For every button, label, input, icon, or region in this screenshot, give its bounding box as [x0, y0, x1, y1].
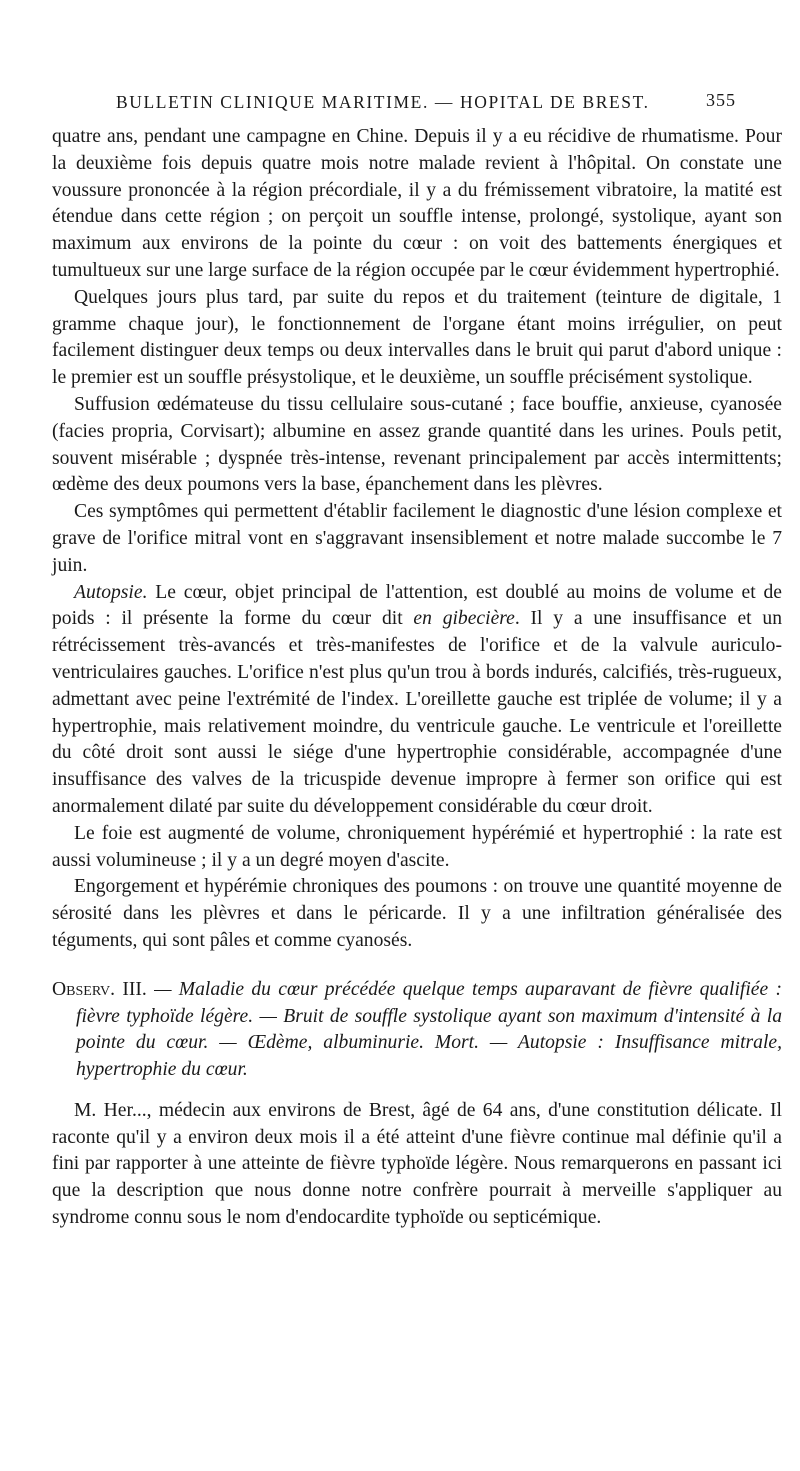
paragraph-symptoms: Suffusion œdémateuse du tissu cellulaire sous-cutané ; face bouffie, anxieuse, cyanosée (facies propria, Corvisart); albumine en assez grande quantité dans les urines. Pouls petit, souvent misérable ; dyspnée très-intense, revenant principalement par accès intermittents; œdème des deux poumons vers la base, épanchement dans les plèvres. — [52, 393, 782, 496]
autopsy-emphasis: en gibecière — [413, 608, 515, 630]
paragraph-diagnosis: Ces symptômes qui permettent d'établir facilement le diagnostic d'une lésion complexe et grave de l'orifice mitral vont en s'aggravant insensiblement et notre malade succombe le 7 juin. — [52, 501, 782, 576]
paragraph-lungs: Engorgement et hypérémie chroniques des poumons : on trouve une quantité moyenne de sérosité dans les plèvres et dans le péricarde. Il y a une infiltration généralisée des téguments, qui sont pâles et comme cyanosés. — [52, 876, 782, 951]
observation-summary: — Maladie du cœur précédée quelque temps auparavant de fièvre qualifiée : fièvre typhoïde légère. — Bruit de souffle systolique ayant son maximum d'intensité à la pointe du cœur. — Œdème, albuminurie. Mort. — Autopsie : Insuffisance mitrale, hypertrophie du cœur. — [76, 978, 782, 1081]
body-text — [52, 124, 782, 1232]
page-number: 355 — [706, 90, 736, 110]
autopsy-label: Autopsie. — [74, 581, 148, 603]
paragraph-case-history: M. Her..., médecin aux environs de Brest, âgé de 64 ans, d'une constitution délicate. Il raconte qu'il y a environ deux mois il a été atteint d'une fièvre continue mal définie qu'il a fini par rapporter à une atteinte de fièvre typhoïde légère. Nous remarquerons en passant ici que la description que nous donne notre confrère pourrait à merveille s'appliquer au syndrome connu sous le nom d'endocardite typhoïde ou septicémique. — [52, 1099, 782, 1229]
paragraph-liver: Le foie est augmenté de volume, chroniquement hypérémié et hypertrophié : la rate est aussi volumineuse ; il y a un degré moyen d'ascite. — [52, 822, 782, 871]
paragraph-continued: quatre ans, pendant une campagne en Chine. Depuis il y a eu récidive de rhumatisme. Pour la deuxième fois depuis quatre mois notre malade revient à l'hôpital. On constate une voussure prononcée à la région précordiale, il y a du frémissement vibratoire, la matité est étendue dans cette région ; on perçoit un souffle intense, prolongé, systolique, ayant son maximum aux environs de la pointe du cœur : on voit des battements énergiques et tumultueux sur une large surface de la région occupée par le cœur évidemment hypertrophié. — [52, 126, 782, 281]
autopsy-text-a: Le cœur, objet principal de l'attention, est doublé au moins de volume et de poids : il présente la forme du cœur dit — [52, 581, 782, 630]
paragraph-autopsy — [52, 580, 782, 821]
observation-label: Observ. III. — [52, 978, 147, 1000]
observation-heading — [52, 977, 782, 1084]
running-header: BULLETIN CLINIQUE MARITIME. — HOPITAL DE BREST. — [116, 92, 650, 112]
paragraph-digitale: Quelques jours plus tard, par suite du repos et du traitement (teinture de digitale, 1 gramme chaque jour), le fonctionnement de l'organe étant moins irrégulier, on peut facilement distinguer deux temps ou deux intervalles dans le bruit qui parut d'abord unique : le premier est un souffle présystolique, et le deuxième, un souffle précisément systolique. — [52, 286, 782, 389]
autopsy-text-b: . Il y a une insuffisance et un rétrécissement très-avancés et très-manifestes de l'orifice et de la valvule auriculo-ventriculaires gauches. L'orifice n'est plus qu'un trou à bords indurés, calcifiés, très-rugueux, admettant avec peine l'extrémité de l'index. L'oreillette gauche est triplée de volume; il y a hypertrophie, mais relativement moindre, du ventricule gauche. Le ventricule et l'oreillette du côté droit sont aussi le siége d'une hypertrophie considérable, accompagnée d'une insuffisance des valves de la tricuspide devenue impropre à fermer son orifice qui est anormalement dilaté par suite du développement considérable du cœur droit. — [52, 608, 782, 817]
